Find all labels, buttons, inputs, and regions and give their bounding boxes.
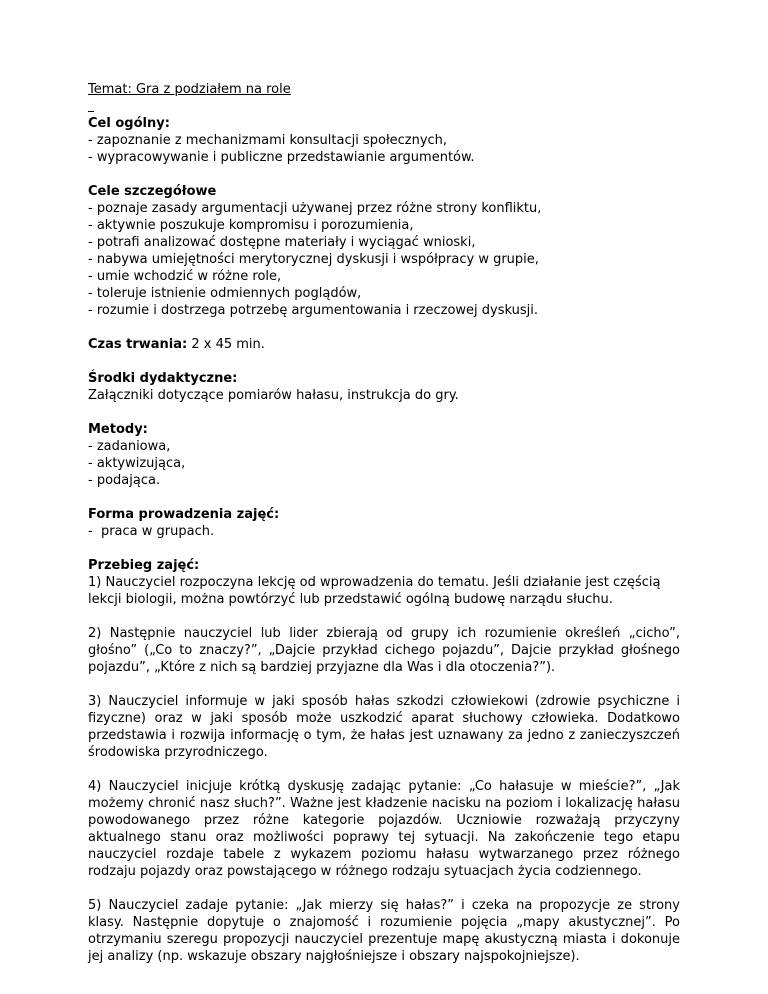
list-item: - poznaje zasady argumentacji używanej przez różne strony konfliktu, [88,201,542,216]
section-srodki [88,370,680,404]
document-title: Temat: Gra z podziałem na role [88,82,291,97]
list-item: - praca w grupach. [88,524,215,539]
paragraph-step-5: 5) Nauczyciel zadaje pytanie: „Jak mierzy się hałas?” i czeka na propozycje ze strony klasy. Następnie dopytuje o znajomość i rozumienie pojęcia „mapy akustycznej”. Po otrzymaniu szeregu propozycji nauczyciel prezentuje mapę akustyczną miasta i dokonuje jej analizy (np. wskazuje obszary najgłośniejsze i obszary najspokojniejsze). [88,898,680,964]
section-przebieg [88,557,680,965]
paragraph-step-2: 2) Następnie nauczyciel lub lider zbierają od grupy ich rozumienie określeń „cicho”, głośno” („Co to znaczy?”, „Dajcie przykład cichego pojazdu”, Dajcie przykład głośnego pojazdu”, „Które z nich są bardziej przyjazne dla Was i dla otoczenia?”). [88,626,680,675]
section-cele-szczegolowe [88,183,680,319]
list-item: - aktywnie poszukuje kompromisu i porozumienia, [88,218,414,233]
list-item: - rozumie i dostrzega potrzebę argumentowania i rzeczowej dyskusji. [88,303,538,318]
section-forma [88,506,680,540]
document-page [88,81,680,982]
list-item: - aktywizująca, [88,456,186,471]
list-item: - potrafi analizować dostępne materiały i wyciągać wnioski, [88,235,476,250]
list-item: - wypracowywanie i publiczne przedstawianie argumentów. [88,150,475,165]
list-item: - zadaniowa, [88,439,171,454]
list-item: - toleruje istnienie odmiennych poglądów, [88,286,362,301]
list-item: - umie wchodzić w różne role, [88,269,282,284]
paragraph-step-4: 4) Nauczyciel inicjuje krótką dyskusję zadając pytanie: „Co hałasuje w mieście?”, „Jak możemy chronić nasz słuch?”. Ważne jest kładzenie nacisku na poziom i lokalizację hałasu powodowanego przez różne kategorie pojazdów. Uczniowie rozważają przyczyny aktualnego stanu oraz możliwości poprawy tej sytuacji. Na zakończenie tego etapu nauczyciel rozdaje tabele z wykazem poziomu hałasu wytwarzanego przez różnego rodzaju pojazdy oraz powstającego w różnego rodzaju sytuacjach życia codziennego. [88,779,680,879]
title-underline-mark [88,98,680,115]
heading-przebieg: Przebieg zajęć: [88,558,200,573]
paragraph-step-3: 3) Nauczyciel informuje w jaki sposób hałas szkodzi człowiekowi (zdrowie psychiczne i fizyczne) oraz w jaki sposób może uszkodzić aparat słuchowy człowieka. Dodatkowo przedstawia i rozwija informację o tym, że hałas jest uznawany za jedno z zanieczyszczeń środowiska przyrodniczego. [88,694,680,760]
heading-cele-szczegolowe: Cele szczegółowe [88,184,217,199]
list-item: - nabywa umiejętności merytorycznej dyskusji i współpracy w grupie, [88,252,539,267]
heading-metody: Metody: [88,422,148,437]
paragraph-step-1: 1) Nauczyciel rozpoczyna lekcję od wprowadzenia do tematu. Jeśli działanie jest częścią lekcji biologii, można powtórzyć lub przedstawić ogólną budowę narządu słuchu. [88,575,661,607]
section-czas-trwania [88,336,680,353]
czas-trwania-line [88,336,680,353]
heading-cel-ogolny: Cel ogólny: [88,116,170,131]
czas-trwania-label: Czas trwania: [88,337,188,352]
czas-trwania-value: 2 x 45 min. [187,337,265,352]
srodki-text: Załączniki dotyczące pomiarów hałasu, instrukcja do gry. [88,388,459,403]
section-cel-ogolny [88,115,680,166]
list-item: - podająca. [88,473,161,488]
section-metody [88,421,680,489]
list-item: - zapoznanie z mechanizmami konsultacji społecznych, [88,133,448,148]
heading-forma: Forma prowadzenia zajęć: [88,507,280,522]
heading-srodki: Środki dydaktyczne: [88,371,238,386]
